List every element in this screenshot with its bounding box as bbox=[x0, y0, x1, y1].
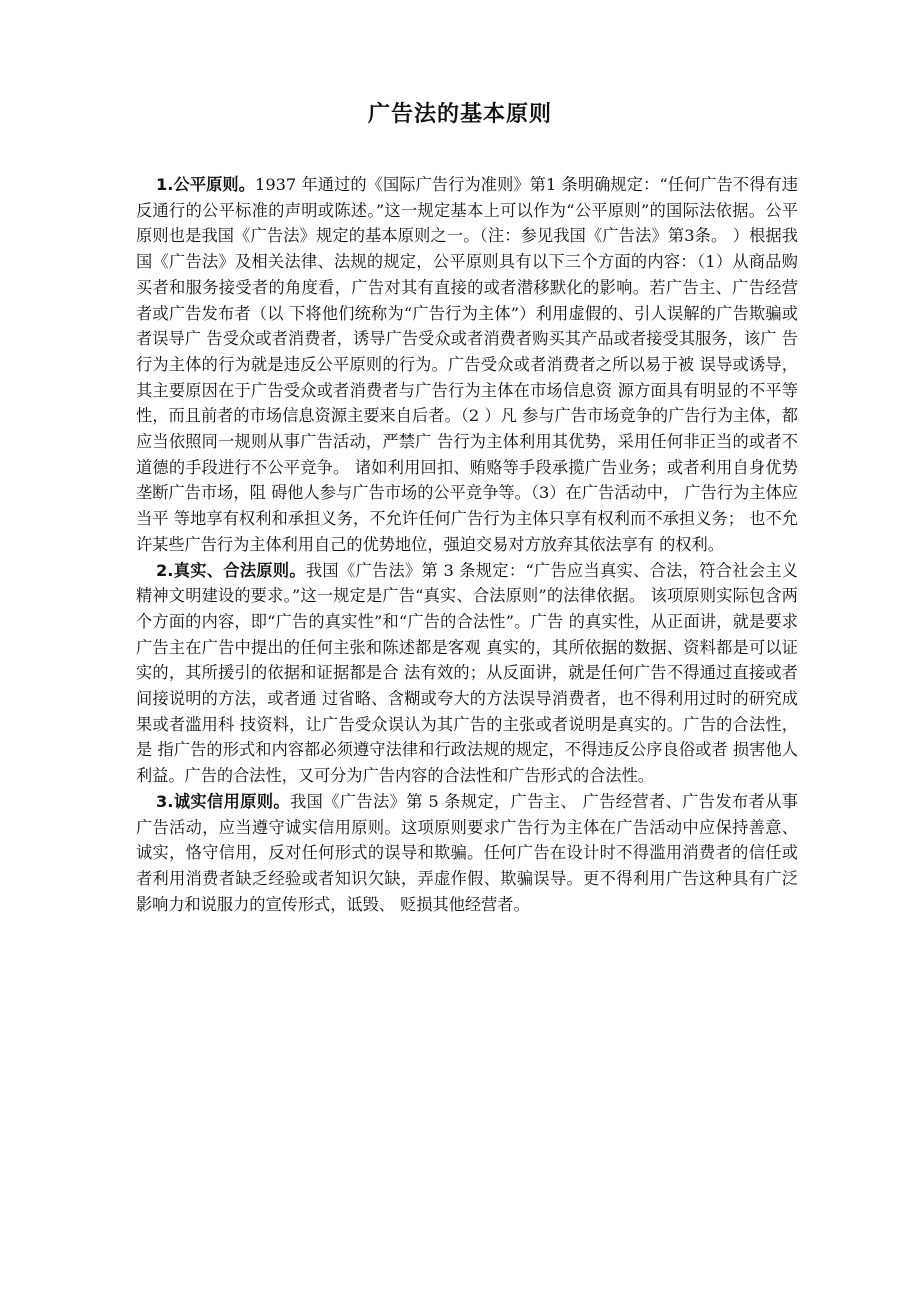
paragraph-heading: 1.公平原则。 bbox=[156, 175, 256, 194]
paragraph-heading: 2.真实、合法原则。 bbox=[156, 560, 306, 580]
paragraph-heading: 3.诚实信用原则。 bbox=[156, 791, 291, 811]
document-body bbox=[136, 172, 798, 917]
page-title: 广告法的基本原则 bbox=[367, 102, 552, 127]
paragraph-fairness bbox=[136, 172, 798, 558]
paragraph-text: 1937 年通过的《国际广告行为准则》第1 条明确规定：“任何广告不得有违反通行的公平标准的声明或陈述。”这一规定基本上可以作为“公平原则”的国际法依据。公平原则也是我国《广告法》规定的基本原则之一。（注：参见我国《广告法》第3条。 ）根据我国《广告法》及相关法律、法规的规定，公平原则具有以下三个方面的内容：（1）从商品购买者和服务接受者的角度看，广告对其有直接的或者潜移默化的影响。若广告主、广告经营者或广告发布者（以 下将他们统称为“广告行为主体”）利用虚假的、引人误解的广告欺骗或者误导广 告受众或者消费者，诱导广告受众或者消费者购买其产品或者接受其服务，该广 告行为主体的行为就是违反公平原则的行为。广告受众或者消费者之所以易于被 误导或诱导，其主要原因在于广告受众或者消费者与广告行为主体在市场信息资 源方面具有明显的不平等性，而且前者的市场信息资源主要来自后者。（2 ）凡 参与广告市场竞争的广告行为主体，都应当依照同一规则从事广告活动，严禁广 告行为主体利用其优势，采用任何非正当的或者不道德的手段进行不公平竞争。 诸如利用回扣、贿赂等手段承揽广告业务；或者利用自身优势垄断广告市场，阻 碍他人参与广告市场的公平竞争等。（3）在广告活动中， 广告行为主体应当平 等地享有权利和承担义务，不允许任何广告行为主体只享有权利而不承担义务； 也不允许某些广告行为主体利用自己的优势地位，强迫交易对方放弃其依法享有 的权利。 bbox=[136, 175, 798, 554]
paragraph-text: 我国《广告法》第 5 条规定，广告主、 广告经营者、广告发布者从事广告活动，应当遵守诚实信用原则。这项原则要求广告行为主体在广告活动中应保持善意、诚实，恪守信用，反对任何形式的误导和欺骗。任何广告在设计时不得滥用消费者的信任或者利用消费者缺乏经验或者知识欠缺，弄虚作假、欺骗误导。更不得利用广告这种具有广泛影响力和说服力的宣传形式，诋毁、 贬损其他经营者。 bbox=[136, 791, 798, 914]
paragraph-good-faith bbox=[136, 789, 798, 918]
paragraph-truth-legality bbox=[136, 558, 798, 789]
paragraph-text: 我国《广告法》第 3 条规定：“广告应当真实、合法，符合社会主义精神文明建设的要求。”这一规定是广告“真实、合法原则”的法律依据。 该项原则实际包含两个方面的内容，即“广告的真实性”和“广告的合法性”。广告 的真实性，从正面讲，就是要求广告主在广告中提出的任何主张和陈述都是客观 真实的，其所依据的数据、资料都是可以证实的，其所援引的依据和证据都是合 法有效的；从反面讲，就是任何广告不得通过直接或者间接说明的方法，或者通 过省略、含糊或夸大的方法误导消费者，也不得利用过时的研究成果或者滥用科 技资料，让广告受众误认为其广告的主张或者说明是真实的。广告的合法性，是 指广告的形式和内容都必须遵守法律和行政法规的规定，不得违反公序良俗或者 损害他人利益。广告的合法性，又可分为广告内容的合法性和广告形式的合法性。 bbox=[136, 560, 798, 786]
